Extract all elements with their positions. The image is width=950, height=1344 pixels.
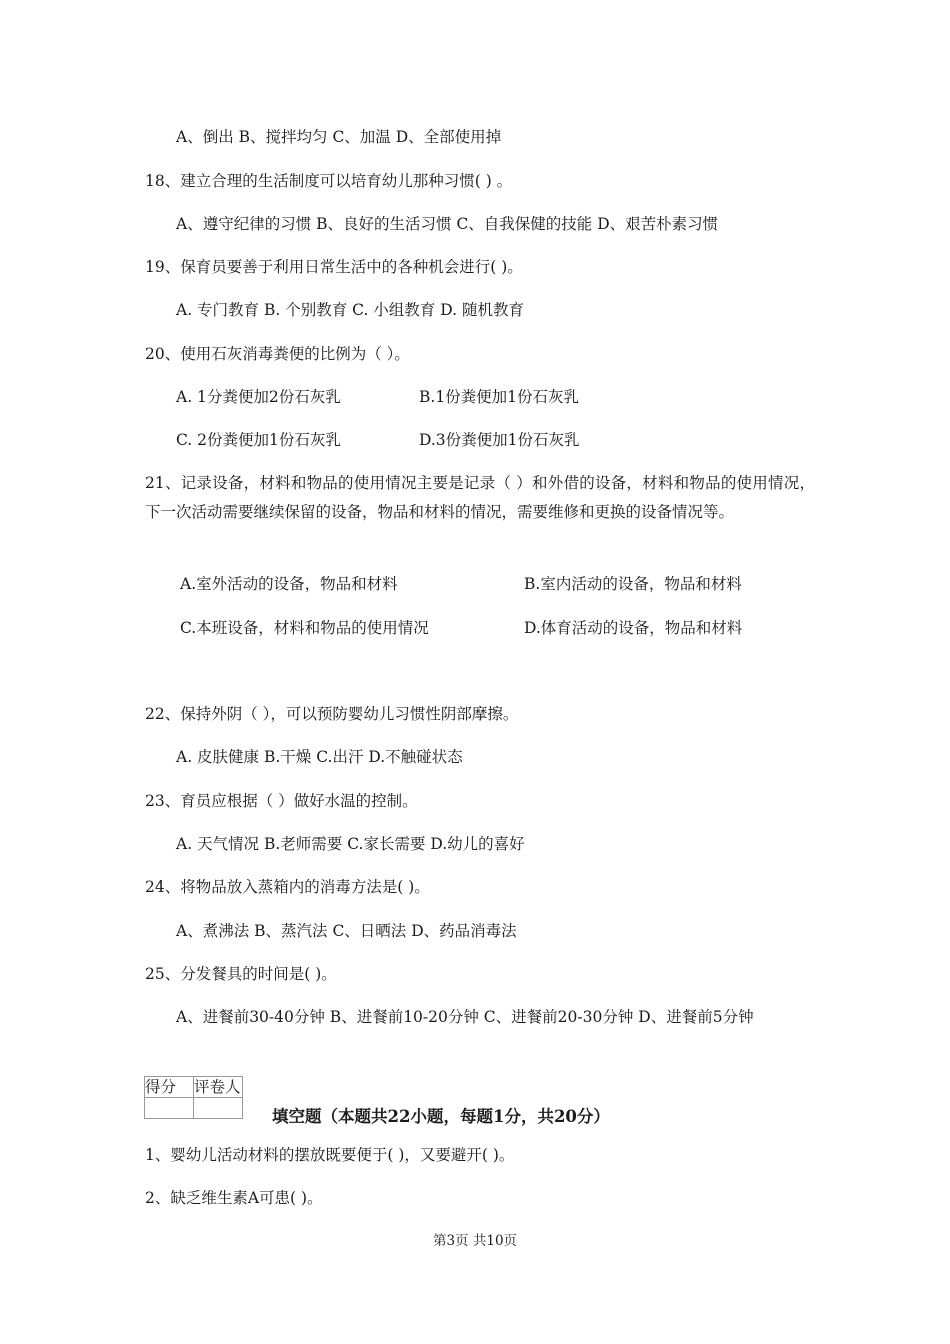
question-18: 18、建立合理的生活制度可以培育幼儿那种习惯( ) 。	[145, 172, 513, 190]
page-footer: 第3页 共10页	[432, 1233, 518, 1249]
score-cell	[145, 1098, 194, 1119]
question-20: 20、使用石灰消毒粪便的比例为（ ）。	[145, 345, 410, 363]
question-21-option-d: D.体育活动的设备，物品和材料	[524, 619, 743, 637]
fill-question-2: 2、缺乏维生素A可患( )。	[145, 1189, 323, 1207]
question-17-options: A、倒出 B、搅拌均匀 C、加温 D、全部使用掉	[176, 128, 502, 146]
question-23: 23、育员应根据（ ）做好水温的控制。	[145, 792, 418, 810]
question-19-options: A. 专门教育 B. 个别教育 C. 小组教育 D. 随机教育	[176, 301, 524, 319]
question-24: 24、将物品放入蒸箱内的消毒方法是( )。	[145, 878, 430, 896]
question-20-option-c: C. 2份粪便加1份石灰乳	[176, 431, 341, 449]
question-20-option-d: D.3份粪便加1份石灰乳	[419, 431, 580, 449]
question-21: 21、记录设备，材料和物品的使用情况主要是记录（ ）和外借的设备，材料和物品的使用情况，下一次活动需要继续保留的设备，物品和材料的情况，需要维修和更换的设备情况等。	[145, 474, 815, 521]
question-20-option-a: A. 1分粪便加2份石灰乳	[176, 388, 341, 406]
question-19: 19、保育员要善于利用日常生活中的各种机会进行( )。	[145, 258, 523, 276]
score-box	[144, 1076, 243, 1119]
section-title: 填空题（本题共22小题，每题1分，共20分）	[272, 1107, 610, 1126]
fill-question-1: 1、婴幼儿活动材料的摆放既要便于( )，又要避开( )。	[145, 1146, 515, 1164]
question-25-options: A、进餐前30-40分钟 B、进餐前10-20分钟 C、进餐前20-30分钟 D、进餐前5分钟	[176, 1008, 754, 1026]
reviewer-label: 评卷人	[194, 1078, 241, 1096]
score-label: 得分	[145, 1077, 194, 1098]
question-21-option-b: B.室内活动的设备，物品和材料	[524, 575, 742, 593]
question-18-options: A、遵守纪律的习惯 B、良好的生活习惯 C、自我保健的技能 D、艰苦朴素习惯	[176, 215, 719, 233]
question-20-option-b: B.1份粪便加1份石灰乳	[419, 388, 580, 406]
question-25: 25、分发餐具的时间是( )。	[145, 965, 337, 983]
question-21-option-c: C.本班设备，材料和物品的使用情况	[180, 619, 429, 637]
question-21-option-a: A.室外活动的设备，物品和材料	[180, 575, 398, 593]
question-24-options: A、煮沸法 B、蒸汽法 C、日晒法 D、药品消毒法	[176, 922, 517, 940]
question-22-options: A. 皮肤健康 B.干燥 C.出汗 D.不触碰状态	[176, 748, 463, 766]
reviewer-cell	[194, 1098, 243, 1119]
question-23-options: A. 天气情况 B.老师需要 C.家长需要 D.幼儿的喜好	[176, 835, 525, 853]
question-22: 22、保持外阴（ ），可以预防婴幼儿习惯性阴部摩擦。	[145, 705, 519, 723]
